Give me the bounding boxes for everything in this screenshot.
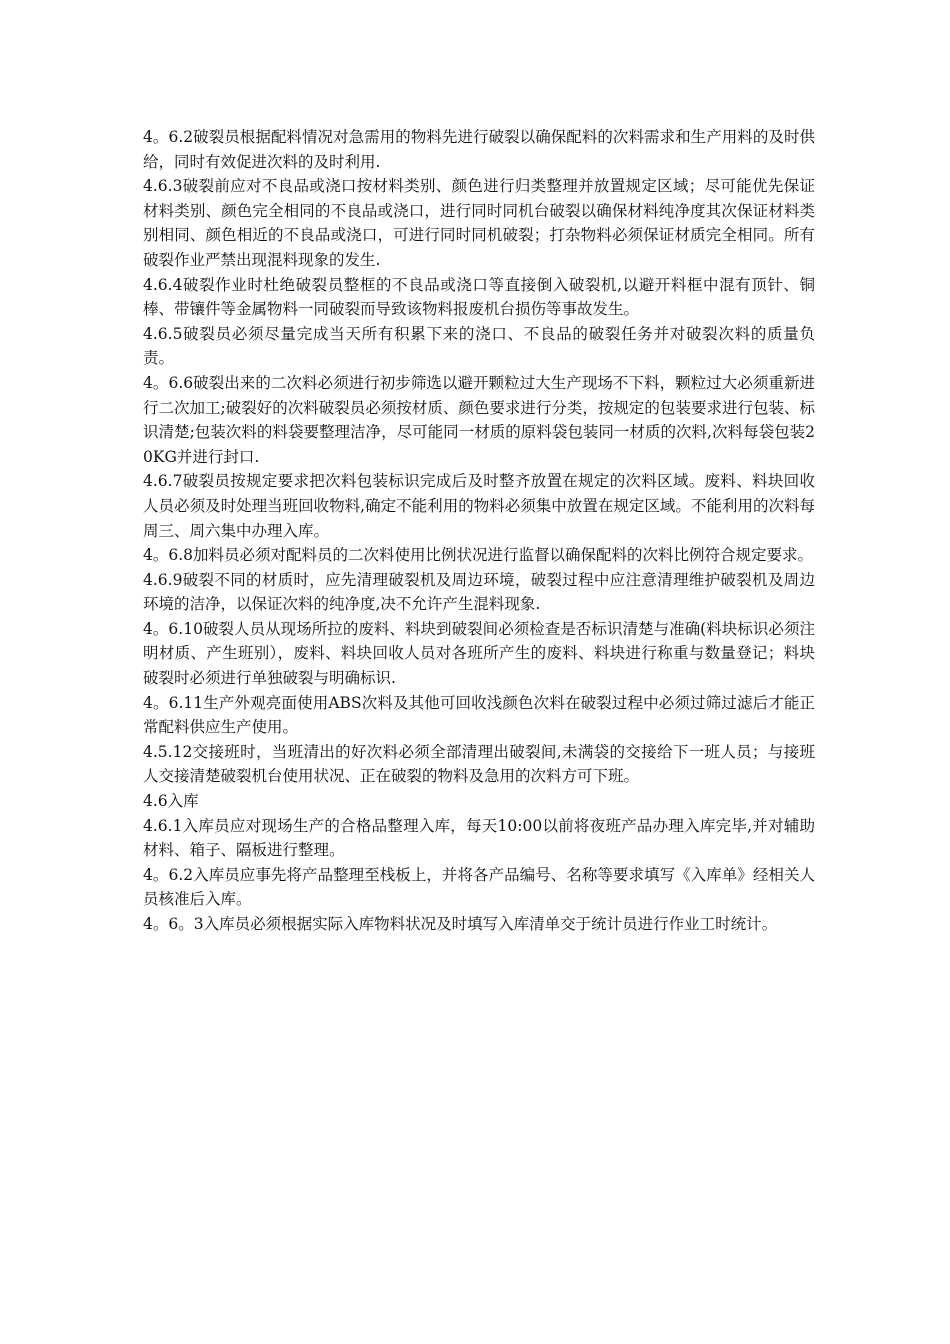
paragraph-4-6-6: 4。6.6破裂出来的二次料必须进行初步筛选以避开颗粒过大生产现场不下料，颗粒过大必须重新进行二次加工;破裂好的次料破裂员必须按材质、颜色要求进行分类，按规定的包装要求进行包装、标识清楚;包装次料的料袋要整理洁净，尽可能同一材质的原料袋包装同一材质的次料,次料每袋包装20KG并进行封口.	[143, 373, 815, 466]
paragraph-4-6-4: 4.6.4破裂作业时杜绝破裂员整框的不良品或浇口等直接倒入破裂机,以避开料框中混有顶针、铜棒、带镶件等金属物料一同破裂而导致该物料报废机台损伤等事故发生。	[143, 275, 815, 319]
paragraph-4-5-12: 4.5.12交接班时，当班清出的好次料必须全部清理出破裂间,未满袋的交接给下一班人员；与接班人交接清楚破裂机台使用状况、正在破裂的物料及急用的次料方可下班。	[143, 742, 815, 786]
section-heading-4-6: 4.6入库	[143, 792, 199, 811]
paragraph-4-6-3-warehouse: 4。6。3入库员必须根据实际入库物料状况及时填写入库清单交于统计员进行作业工时统计。	[143, 915, 778, 933]
document-body	[143, 125, 815, 937]
paragraph-4-6-8: 4。6.8加料员必须对配料员的二次料使用比例状况进行监督以确保配料的次料比例符合规定要求。	[143, 546, 814, 565]
paragraph-4-6-9: 4.6.9破裂不同的材质时，应先清理破裂机及周边环境，破裂过程中应注意清理维护破裂机及周边环境的洁净，以保证次料的纯净度,决不允许产生混料现象.	[143, 570, 815, 614]
paragraph-4-6-1-warehouse: 4.6.1入库员应对现场生产的合格品整理入库，每天10:00以前将夜班产品办理入库完毕,并对辅助材料、箱子、隔板进行整理。	[143, 816, 815, 860]
paragraph-4-6-5: 4.6.5破裂员必须尽量完成当天所有积累下来的浇口、不良品的破裂任务并对破裂次料的质量负责。	[143, 324, 815, 368]
paragraph-4-6-11: 4。6.11生产外观亮面使用ABS次料及其他可回收浅颜色次料在破裂过程中必须过筛过滤后才能正常配料供应生产使用。	[143, 693, 815, 737]
paragraph-4-6-2-warehouse: 4。6.2入库员应事先将产品整理至栈板上，并将各产品编号、名称等要求填写《入库单》经相关人员核准后入库。	[143, 865, 815, 909]
paragraph-4-6-7: 4.6.7破裂员按规定要求把次料包装标识完成后及时整齐放置在规定的次料区域。废料、料块回收人员必须及时处理当班回收物料,确定不能利用的物料必须集中放置在规定区域。不能利用的次料每周三、周六集中办理入库。	[143, 472, 815, 540]
paragraph-4-6-10: 4。6.10破裂人员从现场所拉的废料、料块到破裂间必须检查是否标识清楚与准确(料块标识必须注明材质、产生班别），废料、料块回收人员对各班所产生的废料、料块进行称重与数量登记；料块破裂时必须进行单独破裂与明确标识.	[143, 619, 815, 688]
paragraph-4-6-2: 4。6.2破裂员根据配料情况对急需用的物料先进行破裂以确保配料的次料需求和生产用料的及时供给，同时有效促进次料的及时利用.	[143, 128, 815, 171]
paragraph-4-6-3: 4.6.3破裂前应对不良品或浇口按材料类别、颜色进行归类整理并放置规定区域；尽可能优先保证材料类别、颜色完全相同的不良品或浇口，进行同时同机台破裂以确保材料纯净度其次保证材料类别相同、颜色相近的不良品或浇口，可进行同时同机破裂；打杂物料必须保证材质完全相同。所有破裂作业严禁出现混料现象的发生.	[143, 177, 815, 269]
